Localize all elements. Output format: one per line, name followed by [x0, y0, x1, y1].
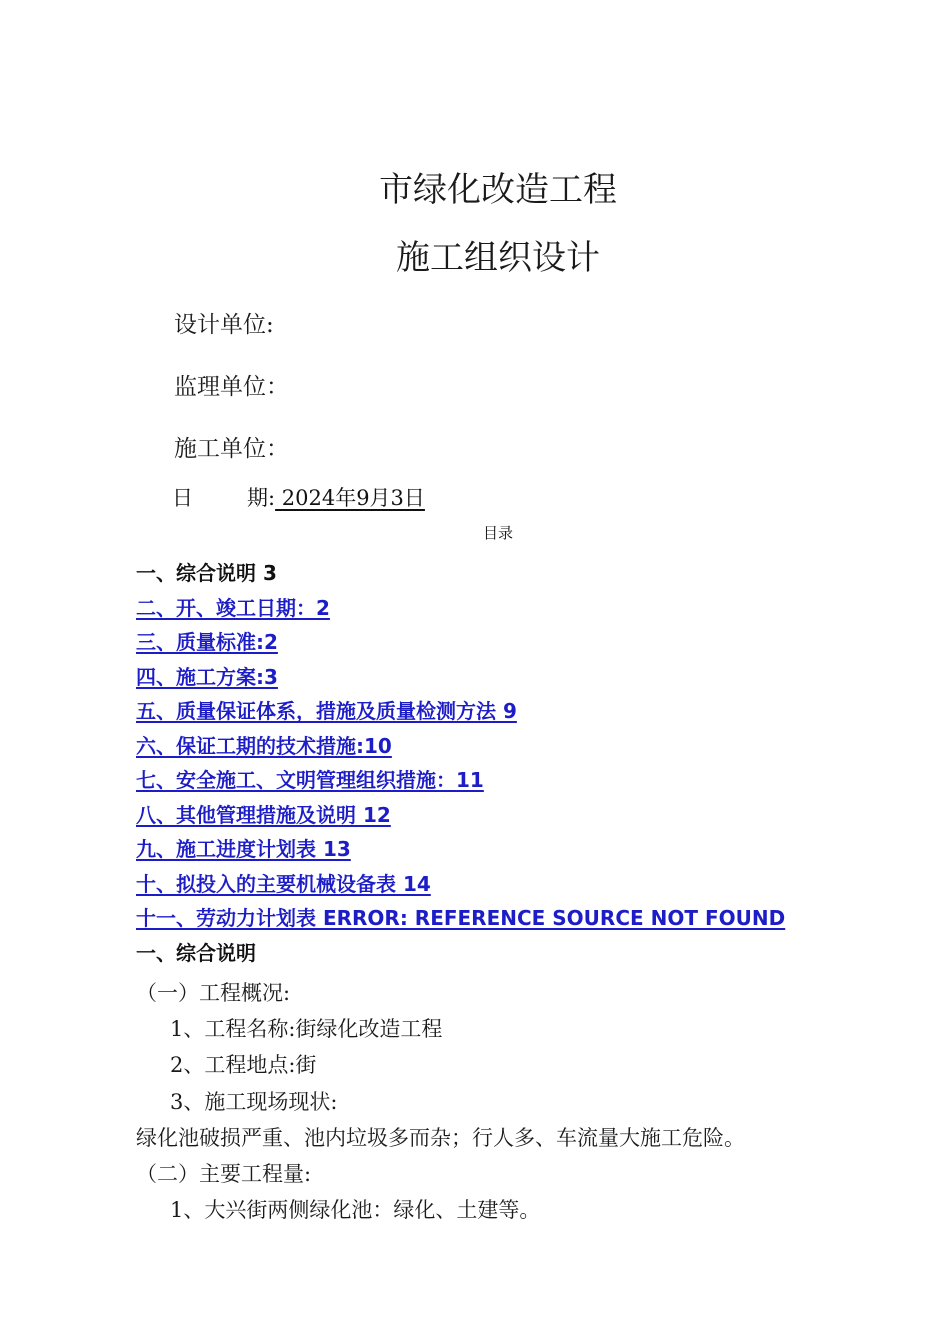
toc-item-2[interactable]: 二、开、竣工日期：2 — [136, 596, 330, 620]
site-status-paragraph: 绿化池破损严重、池内垃圾多而杂；行人多、车流量大施工危险。 — [136, 1126, 745, 1150]
site-status-item: 3、施工现场现状: — [170, 1090, 338, 1114]
date-row — [172, 482, 425, 512]
toc-item-1: 一、综合说明 3 — [136, 561, 277, 585]
construction-unit-label: 施工单位： — [174, 436, 289, 462]
toc-item-7[interactable]: 七、安全施工、文明管理组织措施：11 — [136, 768, 484, 792]
toc-heading: 目录 — [482, 524, 513, 542]
subsection-main-quantities: （二）主要工程量: — [136, 1162, 312, 1186]
supervision-unit-label: 监理单位： — [174, 374, 289, 400]
toc-item-3[interactable]: 三、质量标准:2 — [136, 630, 278, 654]
subsection-project-overview: （一）工程概况: — [136, 981, 291, 1005]
project-location-item: 2、工程地点:街 — [170, 1053, 317, 1077]
date-label-first-char: 日 — [172, 486, 193, 510]
main-quantity-item: 1、大兴街两侧绿化池：绿化、土建等。 — [170, 1198, 541, 1222]
toc-item-11[interactable]: 十一、劳动力计划表 ERROR: REFERENCE SOURCE NOT FOUND — [136, 906, 786, 930]
design-unit-label: 设计单位: — [174, 312, 274, 338]
section-heading: 一、综合说明 — [136, 941, 256, 965]
document-subtitle: 施工组织设计 — [396, 238, 600, 278]
toc-item-10[interactable]: 十、拟投入的主要机械设备表 14 — [136, 872, 431, 896]
toc-item-4[interactable]: 四、施工方案:3 — [136, 665, 278, 689]
toc-item-6[interactable]: 六、保证工期的技术措施:10 — [136, 734, 392, 758]
toc-item-5[interactable]: 五、质量保证体系，措施及质量检测方法 9 — [136, 699, 517, 723]
project-name-item: 1、工程名称:街绿化改造工程 — [170, 1017, 443, 1041]
toc-item-8[interactable]: 八、其他管理措施及说明 12 — [136, 803, 391, 827]
document-title: 市绿化改造工程 — [379, 170, 617, 210]
date-label-second-part: 期: — [247, 486, 276, 510]
date-value: 2024年9月3日 — [275, 486, 425, 510]
toc-item-9[interactable]: 九、施工进度计划表 13 — [136, 837, 351, 861]
